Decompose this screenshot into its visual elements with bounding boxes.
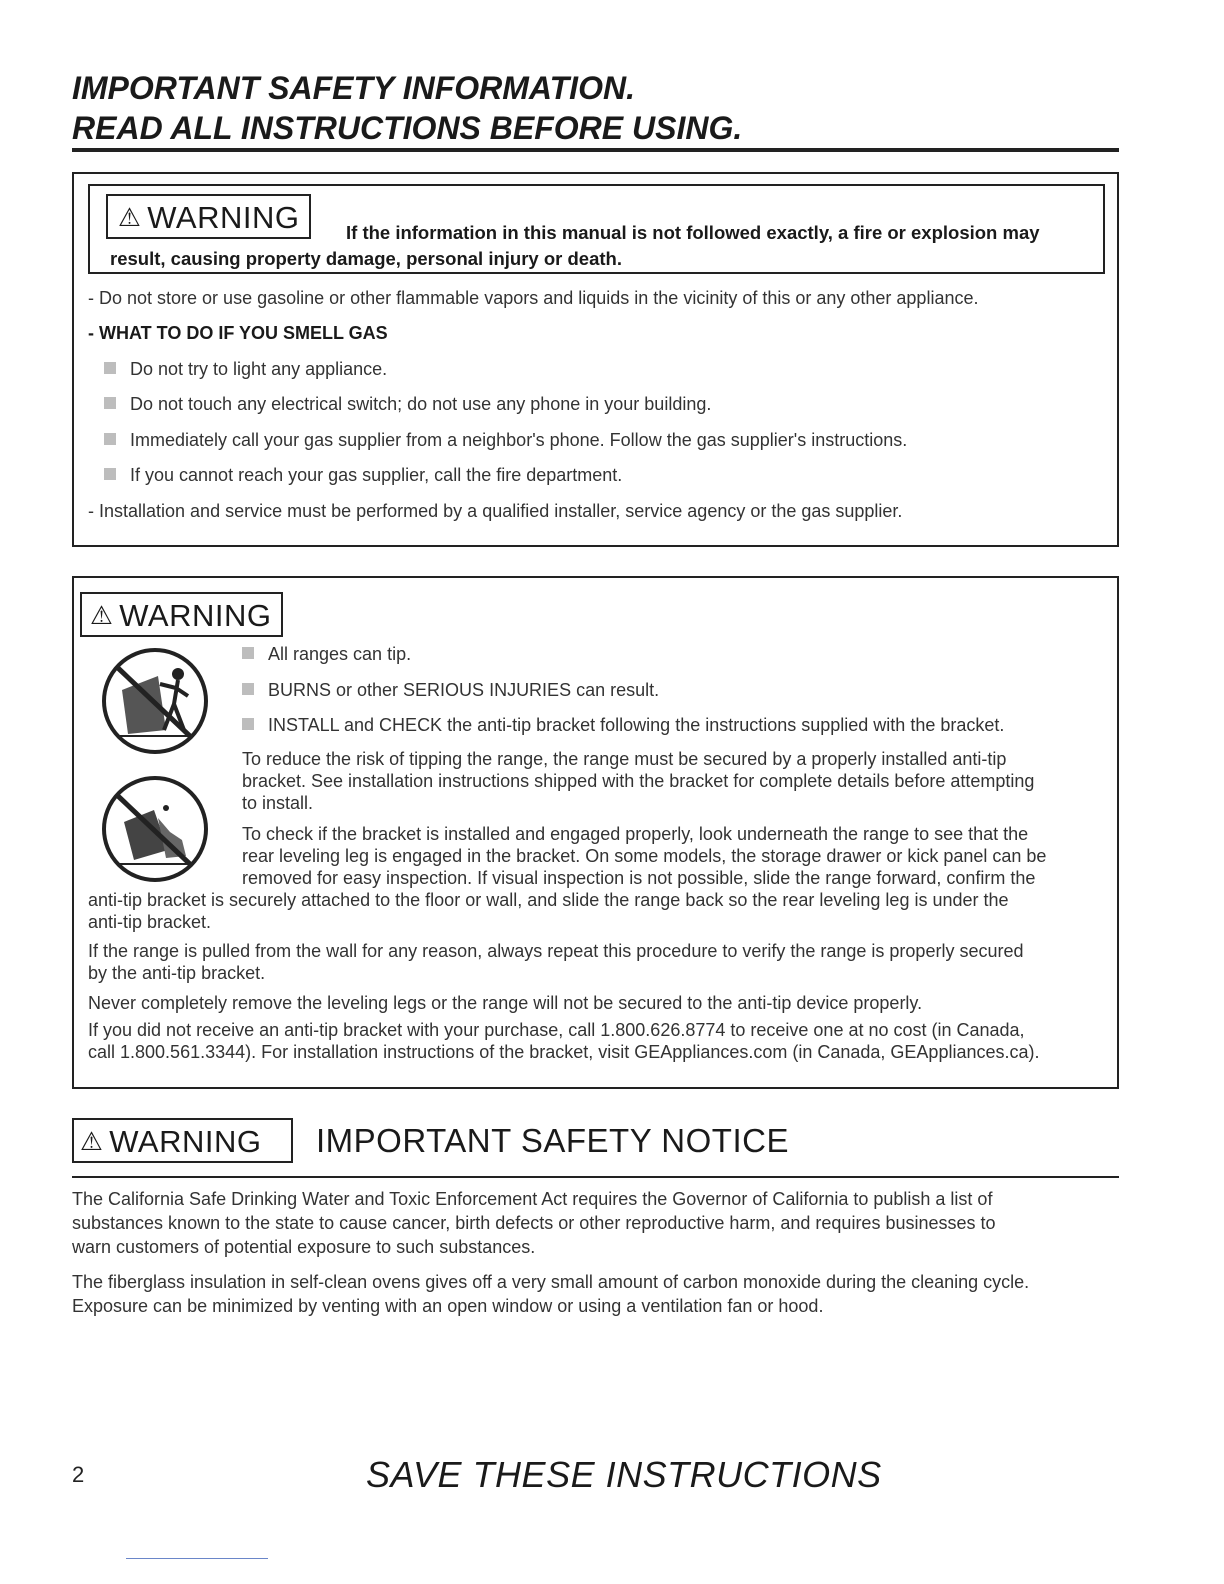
title-divider [72, 148, 1119, 152]
repeat-procedure-paragraph: If the range is pulled from the wall for any reason, always repeat this procedure to verify the range is properly secured by the anti-tip bracket. [88, 941, 1024, 983]
warning-triangle-icon: ⚠ [118, 204, 142, 232]
gas-warning-box [72, 172, 1119, 547]
gas-warning-lead-line-1: If the information in this manual is not followed exactly, a fire or explosion may [346, 222, 1040, 243]
warning-triangle-icon: ⚠ [80, 1128, 104, 1156]
list-item: All ranges can tip. [242, 644, 411, 665]
warning-label: ⚠ WARNING [106, 194, 311, 239]
page-title [72, 68, 742, 148]
bullet-square-icon [242, 718, 254, 730]
warning-label: ⚠ WARNING [80, 592, 283, 637]
title-line-2: READ ALL INSTRUCTIONS BEFORE USING. [72, 110, 743, 146]
title-line-1: IMPORTANT SAFETY INFORMATION. [72, 70, 635, 106]
bullet-square-icon [104, 362, 116, 374]
warning-label: ⚠ WARNING [72, 1118, 293, 1163]
anti-tip-check-paragraph: To check if the bracket is installed and engaged properly, look underneath the range to see that the rear leveling leg is engaged in the bracket. On some models, the storage drawer or kick panel can be removed for easy inspection. If visual inspection is not possible, slide the range forward, confirm the [242, 824, 1047, 888]
save-instructions-footer: SAVE THESE INSTRUCTIONS [366, 1454, 882, 1495]
fiberglass-insulation-paragraph: The fiberglass insulation in self-clean ovens gives off a very small amount of carbon monoxide during the cleaning cycle. Exposure can be minimized by venting with an open window or using a ventilation fan or hood. [72, 1272, 1030, 1316]
anti-tip-check-paragraph-cont: anti-tip bracket is securely attached to the floor or wall, and slide the range back so the rear leveling leg is under the anti-tip bracket. [88, 890, 1009, 932]
list-item: If you cannot reach your gas supplier, call the fire department. [104, 465, 622, 486]
gas-warning-header [88, 184, 1105, 274]
list-item: INSTALL and CHECK the anti-tip bracket following the instructions supplied with the bracket. [242, 715, 1004, 736]
bullet-square-icon [242, 683, 254, 695]
list-item: Do not touch any electrical switch; do not use any phone in your building. [104, 394, 711, 415]
no-tipping-range-child-icon [100, 646, 210, 756]
notice-divider [72, 1176, 1119, 1178]
safety-notice-title: IMPORTANT SAFETY NOTICE [316, 1122, 789, 1159]
warning-triangle-icon: ⚠ [90, 602, 114, 630]
bullet-square-icon [104, 468, 116, 480]
footer-divider [126, 1558, 268, 1559]
bullet-square-icon [104, 433, 116, 445]
anti-tip-paragraph-1: To reduce the risk of tipping the range, the range must be secured by a properly installed anti-tip bracket. See installation instructions shipped with the bracket for complete details before attempting to install. [242, 749, 1035, 813]
tip-warning-box [72, 576, 1119, 1089]
installation-text: - Installation and service must be performed by a qualified installer, service agency or the gas supplier. [88, 501, 903, 521]
bracket-contact-paragraph: If you did not receive an anti-tip bracket with your purchase, call 1.800.626.8774 to receive one at no cost (in Canada, call 1.800.561.3344). For installation instructions of the bracket, visit GEAppliances.com (in Canada, GEAppliances.ca). [88, 1020, 1040, 1062]
california-act-paragraph: The California Safe Drinking Water and Toxic Enforcement Act requires the Governor of California to publish a list of substances known to the state to cause cancer, birth defects or other reproductive harm, and requires businesses to warn customers of potential exposure to such substances. [72, 1189, 996, 1257]
list-item: Do not try to light any appliance. [104, 359, 387, 380]
list-item: Immediately call your gas supplier from a neighbor's phone. Follow the gas supplier's instructions. [104, 430, 907, 451]
list-item: BURNS or other SERIOUS INJURIES can result. [242, 680, 659, 701]
smell-gas-heading: - WHAT TO DO IF YOU SMELL GAS [88, 323, 388, 343]
page-number: 2 [72, 1462, 85, 1487]
bullet-square-icon [242, 647, 254, 659]
gas-warning-lead-line-2: result, causing property damage, personal injury or death. [110, 248, 622, 269]
no-tipping-range-icon [100, 774, 210, 884]
bullet-square-icon [104, 397, 116, 409]
storage-warning-text: - Do not store or use gasoline or other flammable vapors and liquids in the vicinity of this or any other appliance. [88, 288, 979, 308]
leveling-legs-paragraph: Never completely remove the leveling legs or the range will not be secured to the anti-tip device properly. [88, 993, 923, 1013]
